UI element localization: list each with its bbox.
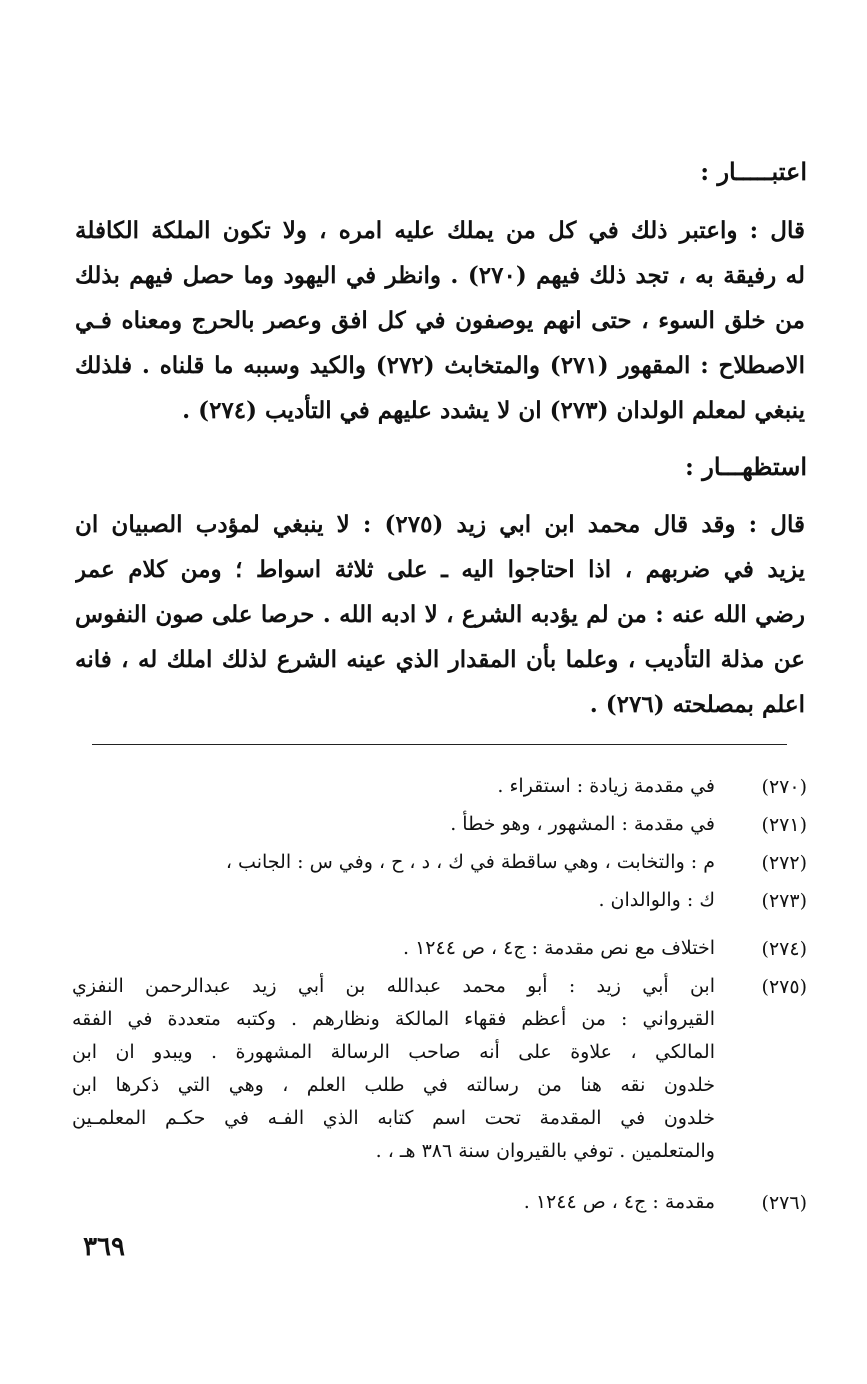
footnote-276 xyxy=(72,1186,807,1220)
footnote-text xyxy=(72,884,747,917)
section-heading-istizhar: استظهـــار : xyxy=(685,452,807,481)
text-line: اعلم بمصلحته (٢٧٦) . xyxy=(589,691,805,718)
footnote-number: (٢٧١) xyxy=(761,814,807,836)
footnote-line: المالكي ، علاوة على أنه صاحب الرسالة المشهورة . ويبدو ان ابن xyxy=(72,1041,715,1063)
footnote-number: (٢٧٣) xyxy=(761,890,807,912)
footnote-text xyxy=(72,932,747,965)
footnote-text xyxy=(72,770,747,803)
footnote-line: القيرواني : من أعظم فقهاء المالكة ونظارهم . وكتبه متعددة في الفقه xyxy=(72,1008,715,1030)
footnote-line: ابن أبي زيد : أبو محمد عبدالله بن أبي زيد عبدالرحمن النفزي xyxy=(72,975,715,997)
footnote-270 xyxy=(72,770,807,804)
text-line: الاصطلاح : المقهور (٢٧١) والمتخابث (٢٧٢) والكيد وسببه ما قلناه . فلذلك xyxy=(75,352,805,379)
footnote-text xyxy=(72,808,747,841)
footnote-separator xyxy=(92,744,787,745)
footnote-text xyxy=(72,1186,747,1219)
footnote-273 xyxy=(72,884,807,918)
footnote-text xyxy=(72,846,747,879)
text-line: عن مذلة التأديب ، وعلما بأن المقدار الذي عينه الشرع لذلك املك له ، فانه xyxy=(75,646,805,673)
footnotes xyxy=(72,770,807,1224)
text-line: قال : واعتبر ذلك في كل من يملك عليه امره ، ولا تكون الملكة الكافلة xyxy=(75,217,805,244)
text-line: من خلق السوء ، حتى انهم يوصفون في كل افق وعصر بالحرج ومعناه فـي xyxy=(75,307,805,334)
footnote-line: م : والتخابت ، وهي ساقطة في ك ، د ، ح ، وفي س : الجانب ، xyxy=(225,851,715,873)
footnote-number: (٢٧٢) xyxy=(761,852,807,874)
footnote-line: في مقدمة : المشهور ، وهو خطأ . xyxy=(450,813,715,835)
paragraph-itibar xyxy=(75,208,805,433)
footnote-line: مقدمة : ج٤ ، ص ١٢٤٤ . xyxy=(523,1191,715,1213)
footnote-272 xyxy=(72,846,807,880)
text-line: قال : وقد قال محمد ابن ابي زيد (٢٧٥) : لا ينبغي لمؤدب الصبيان ان xyxy=(75,511,805,538)
footnote-271 xyxy=(72,808,807,842)
footnote-275 xyxy=(72,970,807,1168)
section-heading-itibar: اعتبـــــار : xyxy=(700,157,807,186)
text-line: رضي الله عنه : من لم يؤدبه الشرع ، لا ادبه الله . حرصا على صون النفوس xyxy=(75,601,805,628)
footnote-line: خلدون نقه هنا من رسالته في طلب العلم ، وهي التي ذكرها ابن xyxy=(72,1074,715,1096)
text-line: يزيد في ضربهم ، اذا احتاجوا اليه ـ على ثلاثة اسواط ؛ ومن كلام عمر xyxy=(75,556,805,583)
footnote-line: اختلاف مع نص مقدمة : ج٤ ، ص ١٢٤٤ . xyxy=(402,937,715,959)
text-line: له رفيقة به ، تجد ذلك فيهم (٢٧٠) . وانظر في اليهود وما حصل فيهم بذلك xyxy=(75,262,805,289)
footnote-line: ك : والوالدان . xyxy=(598,889,715,911)
footnote-number: (٢٧٥) xyxy=(761,976,807,998)
footnote-number: (٢٧٦) xyxy=(761,1192,807,1214)
footnote-line: والمتعلمين . توفي بالقيروان سنة ٣٨٦ هـ ، . xyxy=(375,1140,715,1162)
footnote-line: في مقدمة زيادة : استقراء . xyxy=(497,775,715,797)
page-number: ٣٦٩ xyxy=(83,1232,125,1262)
text-line: ينبغي لمعلم الولدان (٢٧٣) ان لا يشدد عليهم في التأديب (٢٧٤) . xyxy=(182,397,805,424)
footnote-number: (٢٧٠) xyxy=(761,776,807,798)
footnote-text xyxy=(72,970,747,1168)
paragraph-istizhar xyxy=(75,502,805,727)
footnote-number: (٢٧٤) xyxy=(761,938,807,960)
footnote-274 xyxy=(72,932,807,966)
footnote-line: خلدون في المقدمة تحت اسم كتابه الذي الفـه في حكـم المعلمـين xyxy=(72,1107,715,1129)
